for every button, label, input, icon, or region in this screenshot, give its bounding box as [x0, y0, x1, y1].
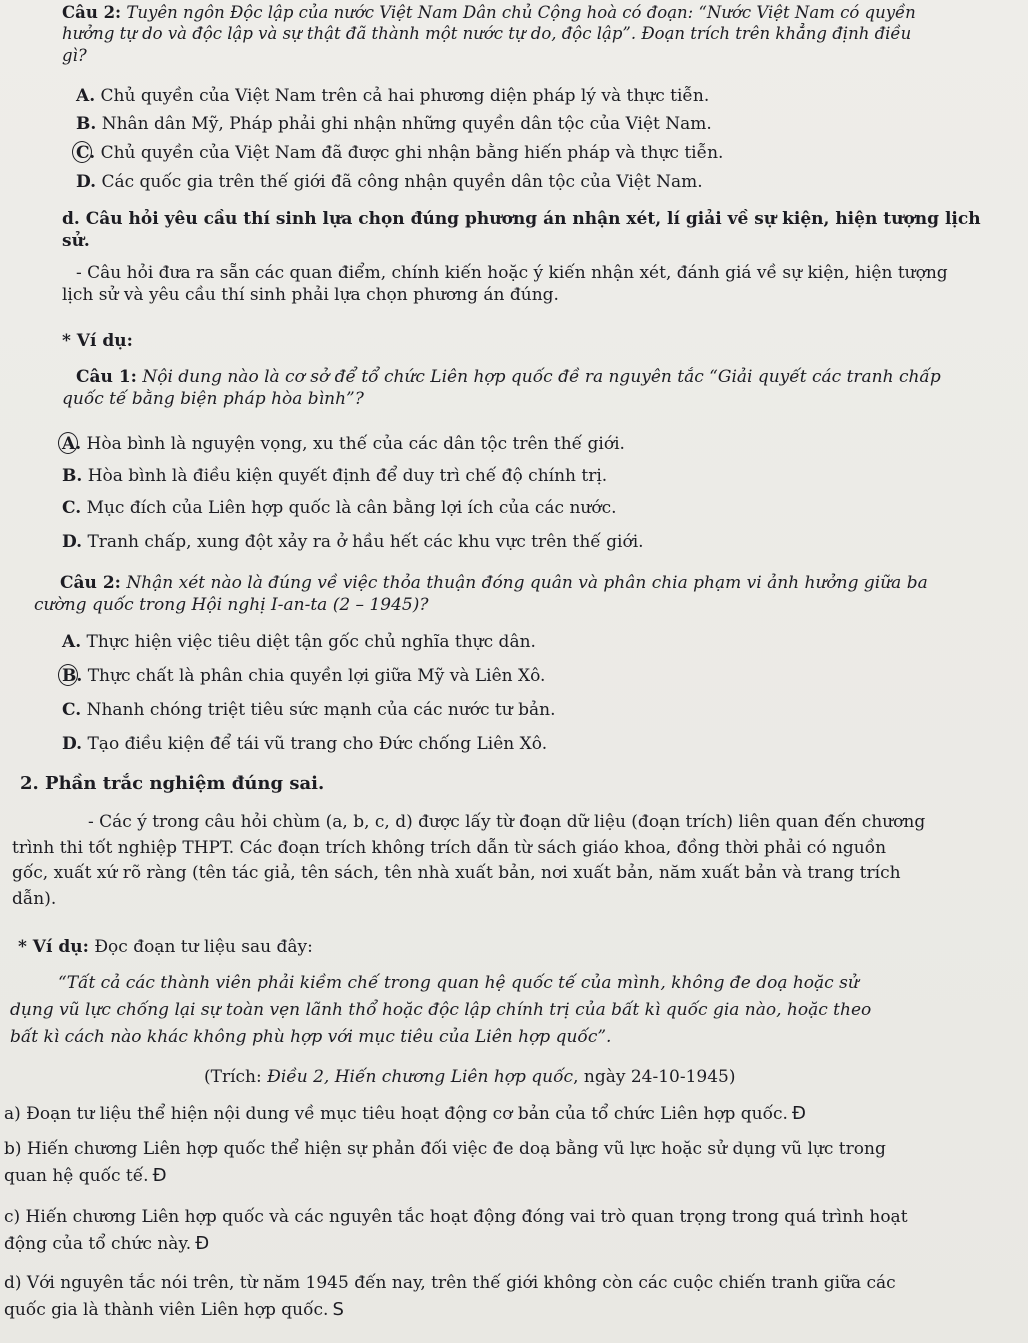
q2-top-option-a: A. Chủ quyền của Việt Nam trên cả hai phương diện pháp lý và thực tiễn.	[76, 86, 710, 106]
q2-option-c: C. Nhanh chóng triệt tiêu sức mạnh của các nước tư bản.	[62, 700, 556, 720]
source-citation: (Trích: Điều 2, Hiến chương Liên hợp quốc, ngày 24-10-1945)	[204, 1067, 736, 1087]
handwritten-mark: Đ	[152, 1165, 167, 1187]
q2-option-d: D. Tạo điều kiện để tái vũ trang cho Đức chống Liên Xô.	[62, 734, 548, 754]
part2-description: - Các ý trong câu hỏi chùm (a, b, c, d) được lấy từ đoạn dữ liệu (đoạn trích) liên quan đến chương trình thi tốt nghiệp THPT. Các đoạn trích không trích dẫn từ sách giáo khoa, đồng thời phải có nguồn gốc, xuất xứ rõ ràng (tên tác giả, tên sách, tên nhà xuất bản, nơi xuất bản, năm xuất bản và trang trích dẫn).	[12, 812, 926, 909]
source-quote: “Tất cả các thành viên phải kiềm chế trong quan hệ quốc tế của mình, không đe doạ hoặc sử dụng vũ lực chống lại sự toàn vẹn lãnh thổ hoặc độc lập chính trị của bất kì quốc gia nào, hoặc theo bất kì cách nào khác không phù hợp với mục tiêu của Liên hợp quốc”.	[10, 973, 872, 1048]
section-d-example-label: * Ví dụ:	[62, 331, 133, 351]
part2-example: * Ví dụ: Đọc đoạn tư liệu sau đây:	[18, 937, 313, 957]
q2-top-option-d: D. Các quốc gia trên thế giới đã công nhận quyền dân tộc của Việt Nam.	[76, 172, 703, 192]
q2-top-label: Câu 2:	[62, 3, 122, 22]
statement-c: c) Hiến chương Liên hợp quốc và các nguyên tắc hoạt động đóng vai trò quan trọng trong quá trình hoạt động của tổ chức này. Đ	[4, 1207, 908, 1255]
handwritten-mark: Đ	[195, 1233, 210, 1255]
q2-question: Câu 2: Nhận xét nào là đúng về việc thỏa thuận đóng quân và phân chia phạm vi ảnh hưởng giữa ba cường quốc trong Hội nghị I-an-ta (2 – 1945)?	[34, 573, 928, 616]
q1-option-a: A. Hòa bình là nguyện vọng, xu thế của các dân tộc trên thế giới.	[62, 434, 625, 454]
q1-question: Câu 1: Nội dung nào là cơ sở để tổ chức Liên hợp quốc đề ra nguyên tắc “Giải quyết các tranh chấp quốc tế bằng biện pháp hòa bình”?	[62, 367, 941, 410]
q2-option-a: A. Thực hiện việc tiêu diệt tận gốc chủ nghĩa thực dân.	[62, 632, 536, 652]
statement-a: a) Đoạn tư liệu thể hiện nội dung về mục tiêu hoạt động cơ bản của tổ chức Liên hợp quốc. Đ	[4, 1103, 806, 1124]
q2-top-text-line: hưởng tự do và độc lập và sự thật đã thành một nước tự do, độc lập”. Đoạn trích trên khẳng định điều	[62, 24, 912, 44]
selected-answer-circle: A.	[62, 434, 82, 454]
section-d-description: - Câu hỏi đưa ra sẵn các quan điểm, chính kiến hoặc ý kiến nhận xét, đánh giá về sự kiện, hiện tượng lịch sử và yêu cầu thí sinh phải lựa chọn phương án đúng.	[62, 263, 948, 306]
q2-top-option-b: B. Nhân dân Mỹ, Pháp phải ghi nhận những quyền dân tộc của Việt Nam.	[76, 114, 712, 134]
q2-option-b: B. Thực chất là phân chia quyền lợi giữa Mỹ và Liên Xô.	[62, 666, 546, 686]
q2-top-question	[62, 2, 916, 66]
handwritten-mark: Đ	[791, 1103, 806, 1124]
q1-option-c: C. Mục đích của Liên hợp quốc là cân bằng lợi ích của các nước.	[62, 498, 617, 518]
section-d-heading: d. Câu hỏi yêu cầu thí sinh lựa chọn đúng phương án nhận xét, lí giải về sự kiện, hiện tượng lịch sử.	[62, 209, 981, 252]
q1-option-d: D. Tranh chấp, xung đột xảy ra ở hầu hết các khu vực trên thế giới.	[62, 532, 644, 552]
q2-top-text-line: gì?	[62, 45, 87, 65]
q1-option-b: B. Hòa bình là điều kiện quyết định để duy trì chế độ chính trị.	[62, 466, 608, 486]
q2-top-option-c: C. Chủ quyền của Việt Nam đã được ghi nhận bằng hiến pháp và thực tiễn.	[76, 143, 724, 163]
statement-b: b) Hiến chương Liên hợp quốc thể hiện sự phản đối việc đe doạ bằng vũ lực hoặc sử dụng vũ lực trong quan hệ quốc tế. Đ	[4, 1139, 886, 1187]
q2-top-text-line: Tuyên ngôn Độc lập của nước Việt Nam Dân chủ Cộng hoà có đoạn: “Nước Việt Nam có quyền	[126, 3, 916, 22]
statement-d: d) Với nguyên tắc nói trên, từ năm 1945 đến nay, trên thế giới không còn các cuộc chiến tranh giữa các quốc gia là thành viên Liên hợp quốc. S	[4, 1273, 896, 1321]
selected-answer-circle: B.	[62, 666, 83, 686]
handwritten-mark: S	[332, 1299, 344, 1321]
selected-answer-circle: C.	[76, 143, 96, 163]
part2-heading: 2. Phần trắc nghiệm đúng sai.	[20, 773, 325, 794]
